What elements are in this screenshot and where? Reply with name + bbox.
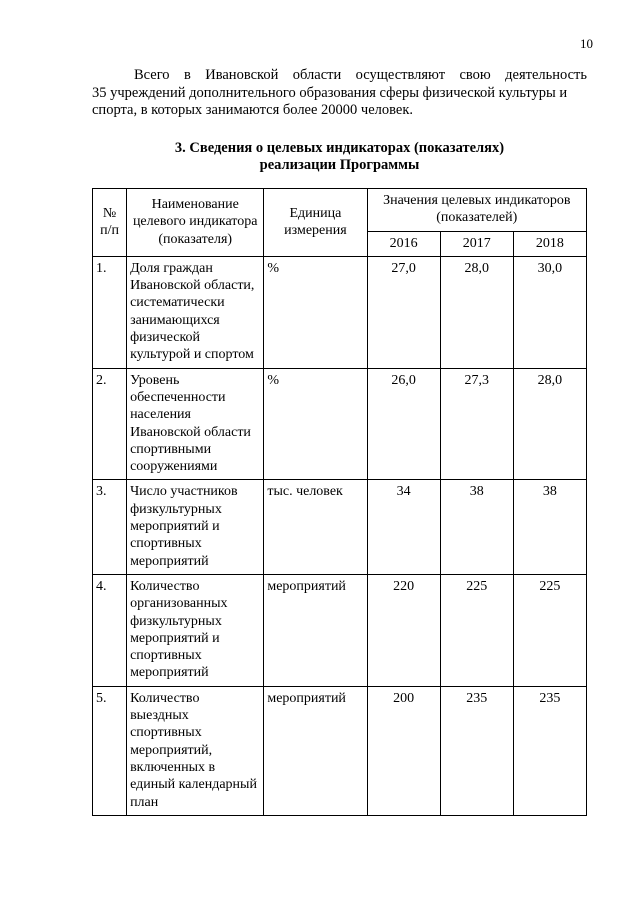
row-value-2016: 34 — [367, 480, 440, 574]
row-unit: % — [264, 256, 367, 368]
table-row — [93, 686, 587, 815]
row-number: 1. — [93, 256, 127, 368]
row-number: 5. — [93, 686, 127, 815]
indicators-table — [92, 188, 587, 816]
row-value-2018: 30,0 — [513, 256, 586, 368]
header-indicator-name: Наименование целевого индикатора (показателя) — [127, 189, 264, 257]
row-number: 2. — [93, 368, 127, 480]
row-value-2016: 220 — [367, 574, 440, 686]
row-value-2016: 26,0 — [367, 368, 440, 480]
header-number: № п/п — [93, 189, 127, 257]
row-value-2017: 28,0 — [440, 256, 513, 368]
row-number: 3. — [93, 480, 127, 574]
header-year: 2018 — [513, 231, 586, 256]
row-unit: мероприятий — [264, 686, 367, 815]
row-unit: тыс. человек — [264, 480, 367, 574]
row-indicator-name: Количество организованных физкультурных мероприятий и спортивных мероприятий — [127, 574, 264, 686]
section-heading-line: реализации Программы — [259, 157, 420, 173]
table-header-row — [93, 189, 587, 232]
header-target-values: Значения целевых индикаторов (показателей) — [367, 189, 586, 232]
row-value-2017: 38 — [440, 480, 513, 574]
table-row — [93, 574, 587, 686]
row-value-2018: 38 — [513, 480, 586, 574]
header-year: 2017 — [440, 231, 513, 256]
row-value-2018: 225 — [513, 574, 586, 686]
row-value-2016: 27,0 — [367, 256, 440, 368]
row-unit: % — [264, 368, 367, 480]
page-number: 10 — [580, 36, 593, 51]
row-unit: мероприятий — [264, 574, 367, 686]
table-row — [93, 480, 587, 574]
row-value-2018: 28,0 — [513, 368, 586, 480]
table-row — [93, 368, 587, 480]
intro-line: 35 учреждений дополнительного образования сферы физической культуры и — [92, 84, 568, 101]
row-number: 4. — [93, 574, 127, 686]
intro-line: спорта, в которых занимаются более 20000 человек. — [92, 102, 414, 118]
row-value-2017: 27,3 — [440, 368, 513, 480]
row-indicator-name: Число участников физкультурных мероприятий и спортивных мероприятий — [127, 480, 264, 574]
intro-paragraph — [92, 67, 587, 120]
row-value-2017: 235 — [440, 686, 513, 815]
row-value-2016: 200 — [367, 686, 440, 815]
section-heading — [92, 140, 587, 174]
table-row — [93, 256, 587, 368]
row-value-2017: 225 — [440, 574, 513, 686]
header-unit: Единица измерения — [264, 189, 367, 257]
row-indicator-name: Уровень обеспеченности населения Ивановской области спортивными сооружениями — [127, 368, 264, 480]
row-indicator-name: Количество выездных спортивных мероприятий, включенных в единый календарный план — [127, 686, 264, 815]
intro-line: Всего в Ивановской области осуществляют свою деятельность — [134, 67, 587, 83]
header-year: 2016 — [367, 231, 440, 256]
row-indicator-name: Доля граждан Ивановской области, систематически занимающихся физической культурой и спортом — [127, 256, 264, 368]
section-heading-line: 3. Сведения о целевых индикаторах (показателях) — [174, 140, 505, 156]
row-value-2018: 235 — [513, 686, 586, 815]
